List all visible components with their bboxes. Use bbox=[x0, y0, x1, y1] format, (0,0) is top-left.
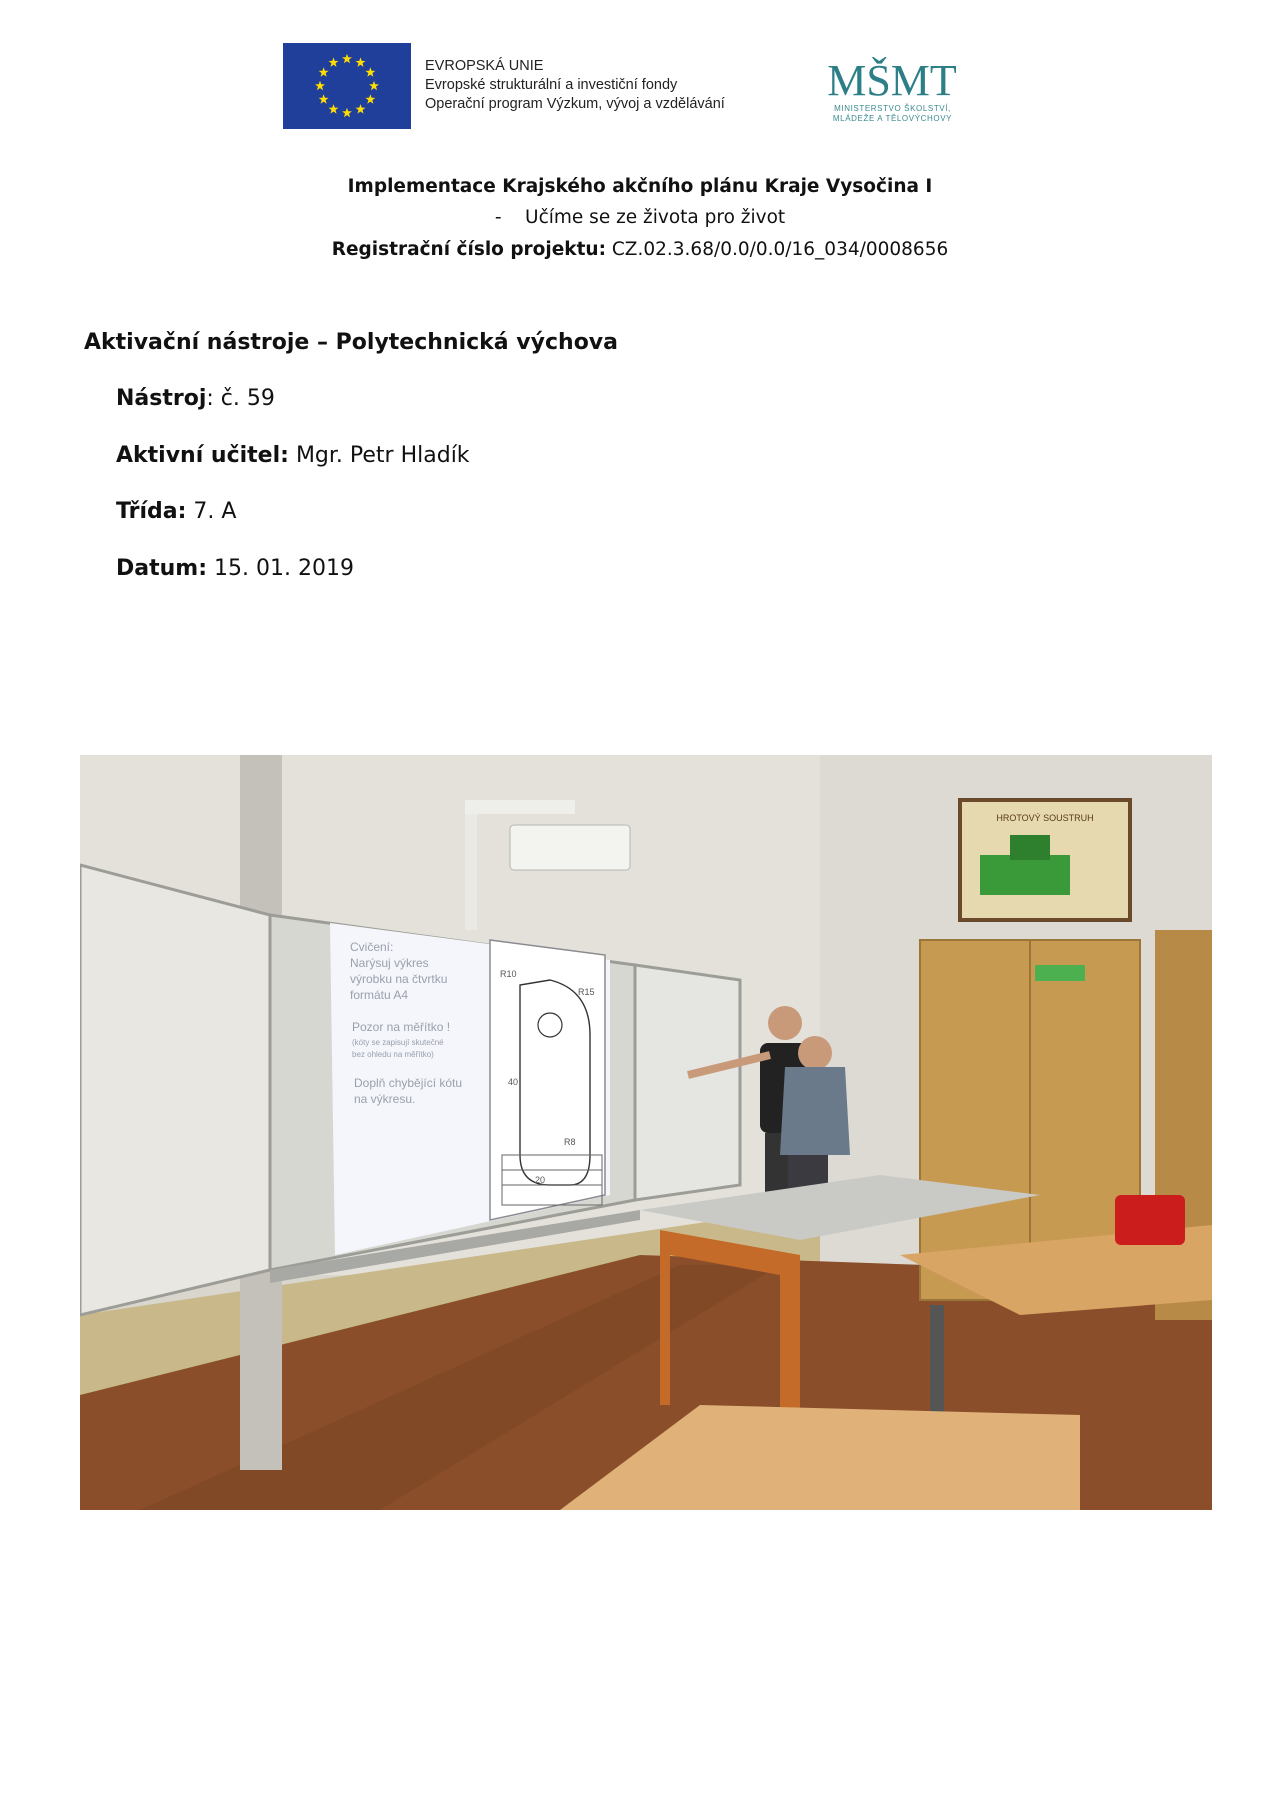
projection-line: Narýsuj výkres bbox=[350, 956, 429, 970]
projection-line: (kóty se zapisují skutečné bbox=[352, 1038, 444, 1047]
field-separator bbox=[289, 443, 296, 468]
msmt-mark-icon bbox=[805, 43, 980, 105]
eu-star-icon bbox=[356, 57, 366, 66]
field-teacher bbox=[116, 443, 470, 468]
eu-star-icon bbox=[319, 94, 329, 103]
projection-line: Pozor na měřítko ! bbox=[352, 1020, 451, 1034]
eu-line-3: Operační program Výzkum, vývoj a vzdělávání bbox=[425, 96, 725, 112]
field-label: Datum: bbox=[116, 556, 208, 581]
eu-star-icon bbox=[329, 57, 339, 66]
eu-star-icon bbox=[369, 81, 379, 90]
msmt-sub-1: MINISTERSTVO ŠKOLSTVÍ, bbox=[834, 104, 951, 113]
msmt-subtitle bbox=[805, 104, 980, 124]
field-tool bbox=[116, 386, 275, 411]
field-value: 7. A bbox=[193, 499, 237, 524]
project-title: Implementace Krajského akčního plánu Kraje Vysočina I bbox=[347, 176, 933, 197]
eu-line-1: EVROPSKÁ UNIE bbox=[425, 58, 544, 74]
drawing-label: 40 bbox=[508, 1077, 519, 1087]
eu-star-icon bbox=[342, 54, 352, 63]
eu-stars-icon bbox=[283, 43, 411, 129]
project-subtitle: - Učíme se ze života pro život bbox=[494, 207, 786, 228]
projection-line: bez ohledu na měřítko) bbox=[352, 1050, 434, 1059]
projection-line: Doplň chybějící kótu bbox=[354, 1076, 463, 1090]
drawing-label: R15 bbox=[578, 987, 595, 997]
field-label: Aktivní učitel: bbox=[116, 443, 289, 468]
registration-number: CZ.02.3.68/0.0/0.0/16_034/0008656 bbox=[606, 239, 949, 260]
projection-line: formátu A4 bbox=[350, 988, 409, 1002]
drawing-label: 20 bbox=[535, 1175, 546, 1185]
eu-star-icon bbox=[365, 67, 375, 76]
field-label: Nástroj bbox=[116, 386, 207, 411]
registration-line bbox=[0, 239, 1280, 260]
drawing-label: R10 bbox=[500, 969, 517, 979]
classroom-scene bbox=[80, 755, 1212, 1510]
eu-star-icon bbox=[342, 108, 352, 117]
eu-star-icon bbox=[365, 94, 375, 103]
eu-star-icon bbox=[319, 67, 329, 76]
field-date bbox=[116, 556, 354, 581]
eu-logo-text bbox=[425, 57, 725, 114]
msmt-mark-text: MŠMT bbox=[827, 56, 957, 105]
field-label: Třída: bbox=[116, 499, 187, 524]
eu-flag-logo bbox=[283, 43, 411, 129]
classroom-photo bbox=[80, 755, 1212, 1510]
field-value: č. 59 bbox=[220, 386, 275, 411]
registration-label: Registrační číslo projektu: bbox=[331, 239, 606, 260]
poster-title: HROTOVÝ SOUSTRUH bbox=[996, 813, 1094, 823]
field-separator bbox=[207, 556, 214, 581]
projection-line: Cvičení: bbox=[350, 940, 394, 954]
projection-line: výrobku na čtvrtku bbox=[350, 972, 448, 986]
field-value: 15. 01. 2019 bbox=[214, 556, 354, 581]
eu-star-icon bbox=[315, 81, 325, 90]
field-separator: : bbox=[206, 386, 221, 411]
msmt-sub-2: MLÁDEŽE A TĚLOVÝCHOVY bbox=[832, 114, 953, 123]
projection-line: na výkresu. bbox=[354, 1092, 416, 1106]
eu-star-icon bbox=[356, 104, 366, 113]
eu-star-icon bbox=[329, 104, 339, 113]
section-title: Aktivační nástroje – Polytechnická výchova bbox=[84, 330, 618, 355]
field-value: Mgr. Petr Hladík bbox=[295, 443, 470, 468]
eu-line-2: Evropské strukturální a investiční fondy bbox=[425, 77, 678, 93]
field-class bbox=[116, 499, 236, 524]
drawing-label: R8 bbox=[564, 1137, 576, 1147]
